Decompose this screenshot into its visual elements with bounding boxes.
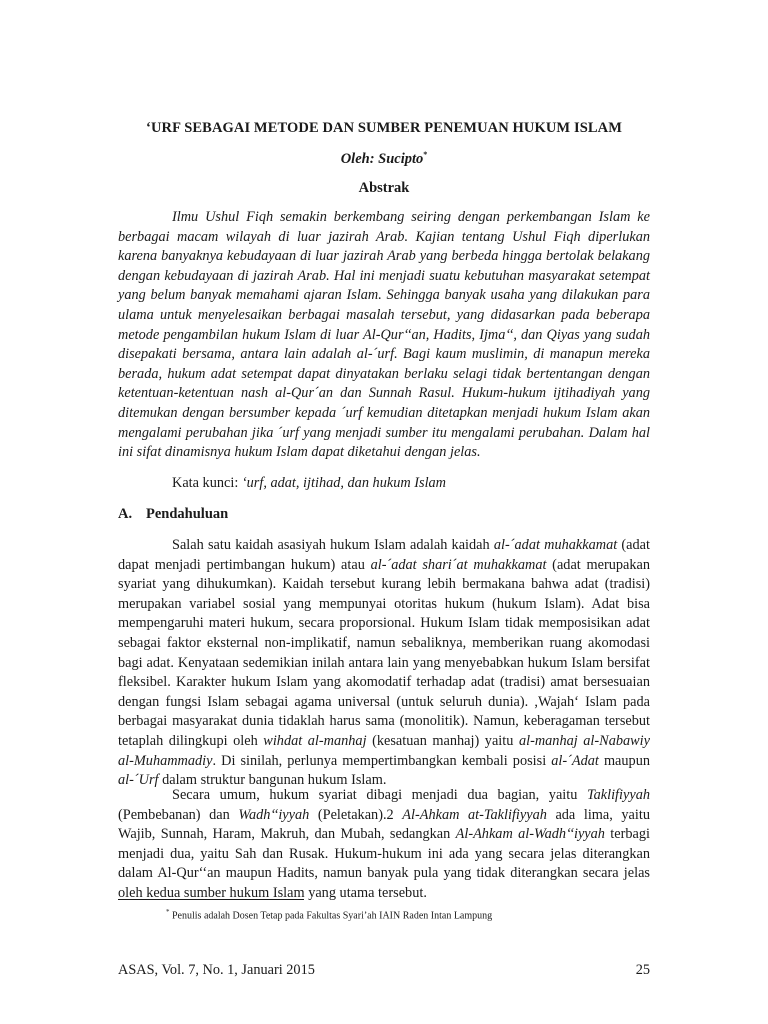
- italic-term: al-´Adat: [551, 752, 599, 769]
- italic-term: wihdat al-manhaj: [263, 732, 367, 749]
- journal-citation: ASAS, Vol. 7, No. 1, Januari 2015: [118, 962, 315, 978]
- keywords-label: Kata kunci:: [172, 475, 239, 491]
- footnote: [166, 906, 686, 922]
- article-author: [60, 150, 708, 168]
- text-run: dalam struktur bangunan hukum Islam.: [158, 772, 387, 789]
- page-number: 25: [635, 962, 650, 978]
- body-paragraph-2: [118, 786, 650, 904]
- text-run: (Pembebanan) dan: [118, 806, 239, 823]
- text-run: (kesatuan manhaj) yaitu: [366, 732, 519, 749]
- italic-term: Wadh‘‘iyyah: [238, 806, 310, 823]
- abstract-heading: Abstrak: [358, 180, 410, 196]
- footnote-divider: [118, 899, 304, 900]
- text-run: maupun: [598, 752, 651, 769]
- body-paragraph-1: [118, 536, 650, 791]
- keywords-line: [172, 474, 672, 494]
- text-run: Salah satu kaidah asasiyah hukum Islam adalah kaidah: [172, 537, 494, 553]
- italic-term: Taklifiyyah: [586, 787, 650, 803]
- text-run: (adat merupakan syariat yang dihukumkan). Kaidah tersebut kurang lebih bermakana bahwa adat (tradisi) merupakan variabel sosial yang mempunyai otoritas hukum (hukum Islam). Adat bisa mempengaruhi materi hukum, secara proporsional. Hukum Islam tidak memposisikan adat sebagai faktor eksternal non-implikatif, namun sebaliknya, memberikan ruang akomodasi bagi adat. Kenyataan sedemikian inilah antara lain yang menyebabkan hukum Islam bersifat fleksibel. Karakter hukum Islam yang akomodatif terhadap adat (tradisi) amat bersesuaian dengan fungsi Islam sebagai agama universal (untuk seluruh dunia). ,Wajah‘ Islam pada berbagai masyarakat dunia tidaklah harus sama (monolitik). Namun, keberagaman tersebut tetaplah dilingkupi oleh: [118, 556, 651, 749]
- abstract-body: Ilmu Ushul Fiqh semakin berkembang seiring dengan perkembangan Islam ke berbagai macam wilayah di luar jazirah Arab. Kajian tentang Ushul Fiqh diperlukan karena banyaknya kebudayaan di luar jazirah Arab yang berbeda hingga bertolak belakang dengan kebudayaan di jazirah Arab. Hal ini menjadi suatu kebutuhan masyarakat setempat yang belum banyak memahami ajaran Islam. Sehingga banyak usaha yang dilakukan para ulama untuk menyelesaikan berbagai masalah tersebut, yang didasarkan pada beberapa metode pengambilan hukum Islam di luar Al-Qur‘‘an, Hadits, Ijma‘‘, dan Qiyas yang sudah disepakati bersama, antara lain adalah al-´urf. Bagi kaum muslimin, di manapun mereka berada, hukum adat setempat dapat dinyatakan berlaku selagi tidak bertentangan dengan ketentuan-ketentuan nash al-Qur´an dan Sunnah Rasul. Hukum-hukum ijtihadiyah yang ditemukan dengan bersumber kepada ´urf kemudian ditetapkan menjadi hukum Islam akan mengalami perubahan jika ´urf yang menjadi sumber itu mengalami perubahan. Dalam hal ini sifat dinamisnya hukum Islam dapat diketahui dengan jelas.: [118, 209, 650, 461]
- text-run: (adat dapat menjadi pertimbangan hukum) atau: [118, 537, 650, 573]
- section-heading: [118, 506, 228, 523]
- author-footnote-mark: *: [423, 150, 428, 159]
- text-run: terbagi menjadi dua, yaitu Sah dan Rusak. Hukum-hukum ini ada yang secara jelas diterangkan dalam Al-Qur‘‘an maupun Hadits, namun banyak pula yang tidak diterangkan secara jelas oleh kedua sumber hukum Islam yang utama tersebut.: [118, 826, 650, 901]
- italic-term: Al-Ahkam al-Wadh‘‘iyyah: [455, 826, 605, 843]
- italic-term: al-manhaj al-Nabawiy al-Muhammadiy: [118, 732, 650, 769]
- text-run: Secara umum, hukum syariat dibagi menjadi dua bagian, yaitu: [172, 787, 587, 803]
- italic-term: al-´adat shari´at muhakkamat: [370, 556, 547, 573]
- text-run: ada lima, yaitu Wajib, Sunnah, Haram, Makruh, dan Mubah, sedangkan: [118, 806, 650, 843]
- article-title: ‘URF SEBAGAI METODE DAN SUMBER PENEMUAN HUKUM ISLAM: [146, 120, 622, 136]
- section-title: Pendahuluan: [146, 506, 229, 522]
- footnote-mark: *: [166, 908, 170, 916]
- keywords-text: ‘urf, adat, ijtihad, dan hukum Islam: [241, 475, 447, 491]
- italic-term: al-´adat muhakkamat: [493, 537, 618, 553]
- italic-term: al-´Urf: [118, 772, 159, 789]
- section-number: A.: [118, 506, 133, 522]
- author-name: Oleh: Sucipto: [340, 150, 424, 167]
- footnote-text: Penulis adalah Dosen Tetap pada Fakultas Syari’ah IAIN Raden Intan Lampung: [172, 910, 493, 922]
- text-run: . Di sinilah, perlunya mempertimbangkan kembali posisi: [212, 752, 552, 769]
- text-run: (Peletakan).2: [309, 806, 403, 823]
- italic-term: Al-Ahkam at-Taklifiyyah: [402, 806, 547, 823]
